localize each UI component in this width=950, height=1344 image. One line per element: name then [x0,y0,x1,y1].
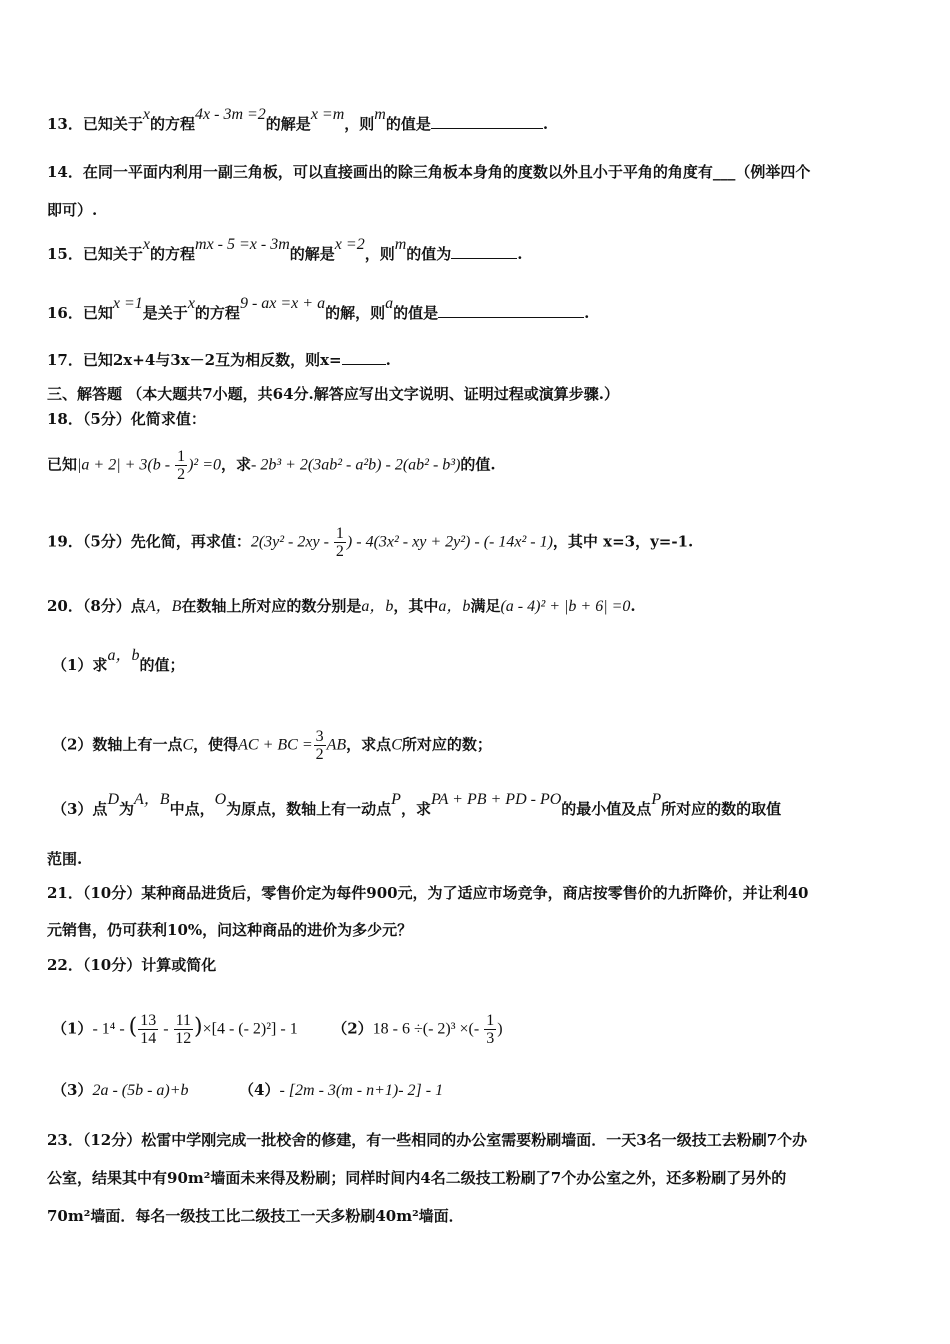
q18-fraction-half [175,448,187,483]
q15-text-4: ，则 [364,245,395,263]
q20-p2-fraction [314,728,326,763]
q16-text-3: 的方程 [194,304,240,322]
q20-p3-text-4: ，求 [400,800,431,818]
q16-answer-blank[interactable] [438,303,584,318]
q15-end: . [517,245,523,263]
q20-p3-points-ab: A，B [134,791,170,808]
q20-p2-equation-b: AB [326,736,347,754]
q21-text-2: 元销售，仍可获利10%，问这种商品的进价为多少元？ [47,921,413,939]
question-23-line-2 [47,1168,906,1188]
q14-number: 14． [47,163,83,181]
question-22-parts-3-4 [52,1080,906,1101]
q20-p2-text-3: 所对应的数； [401,735,492,754]
q15-number: 15． [47,245,83,263]
q16-text-4: 的解，则 [325,304,386,322]
q20-p3-text-2: 中点， [169,800,215,818]
q16-var-a: a [385,295,394,312]
q20-vars-ab-2: a，b [438,598,471,615]
q13-end: . [542,115,549,133]
q22-p1-expression-b: ×[4 - (- 2)²] - 1 [202,1020,298,1038]
q15-equation: mx - 5 =x - 3m [195,236,290,253]
question-21-line-2 [47,920,906,940]
q22-p2-frac-num: 1 [486,1012,495,1029]
question-22-parts-1-2 [52,1012,906,1047]
question-23-line-3 [47,1206,906,1226]
q14-text-1: 在同一平面内利用一副三角板，可以直接画出的除三角板本身角的度数以外且小于平角的角度有___（例举四个 [82,163,811,181]
q20-p2-point-c-2: C [391,736,402,754]
q23-text-3: 70m²墙面．每名一级技工比二级技工一天多粉刷40m²墙面． [47,1207,464,1225]
q22-p2-fraction [484,1012,496,1047]
q20-points-ab: A，B [145,598,182,615]
q19-text-1: ，其中 x=3，y=-1. [552,532,694,551]
q18-condition-a: |a + 2| + 3(b - [77,456,175,474]
q20-p2-point-c: C [182,736,194,754]
q16-equation: 9 - ax =x + a [239,295,326,312]
q13-text-1: 已知关于 [82,115,143,133]
question-18-title [47,409,906,429]
q18-text-2: ，求 [220,455,251,474]
q16-number: 16． [47,304,83,322]
q18-expression: - 2b³ + 2(3ab² - a²b) - 2(ab² - b³) [251,456,461,474]
q19-title: （5分）先化简，再求值： [82,532,251,551]
q17-answer-blank[interactable] [342,350,386,365]
q15-var-x: x [142,236,150,253]
question-14-line-1 [47,162,906,182]
q22-p2-label: （2） [332,1019,373,1038]
question-22-title [47,955,906,975]
q15-solution: x =2 [334,236,365,253]
q22-title: （10分）计算或简化 [82,956,217,974]
q20-p2-frac-den: 2 [315,746,324,763]
q22-p1-f1-num: 13 [140,1012,157,1029]
q20-text-3: 满足 [470,597,501,615]
question-15 [47,236,906,265]
question-21-line-1 [47,883,906,903]
q20-title: （8分）点 [82,597,146,615]
q20-p3-text-7: 范围. [47,850,83,868]
q13-number: 13． [47,115,83,133]
q21-number: 21． [47,884,83,902]
q22-p1-fraction-2 [174,1012,193,1047]
q20-p3-expression: PA + PB + PD - PO [430,791,562,808]
question-19 [47,525,906,560]
q13-var-x: x [142,106,150,123]
q14-text-2: 即可）. [47,201,98,219]
q20-p2-text-2: ，求点 [346,735,392,754]
q20-condition: (a - 4)² + |b + 6| =0 [500,598,631,615]
section-3-text: 三、解答题 （本大题共7小题，共64分.解答应写出文字说明、证明过程或演算步骤.） [47,385,619,403]
question-13 [47,106,906,135]
q15-text-1: 已知关于 [82,245,143,263]
q20-p1-label: （1）求 [52,656,108,674]
question-20 [47,596,906,617]
q13-text-2: 的方程 [150,115,196,133]
q22-p3-label: （3） [52,1081,93,1099]
q16-text-1: 已知 [82,304,113,322]
question-14-line-2 [47,200,906,220]
q20-p1-vars: a，b [107,647,140,664]
q20-text-2: ，其中 [393,597,439,615]
q20-p2-equation-a: AC + BC = [238,736,313,754]
q22-p3-expression: 2a - (5b - a)+b [92,1082,189,1099]
q19-expression-b: ) - 4(3x² - xy + 2y²) - (- 14x² - 1) [346,533,553,551]
q17-text: 已知2x+4与3x－2互为相反数，则x= [82,351,342,369]
q16-solution: x =1 [112,295,143,312]
q16-text-2: 是关于 [142,304,188,322]
q18-number: 18． [47,410,83,428]
q22-p1-minus: - [159,1020,173,1038]
q19-half-den: 2 [335,543,344,560]
q15-answer-blank[interactable] [451,244,517,259]
q21-text-1: （10分）某种商品进货后，零售价定为每件900元，为了适应市场竞争，商店按零售价的九折降价，并让利40 [82,884,809,902]
q13-text-3: 的解是 [265,115,311,133]
q20-p3-origin-o: O [214,791,227,808]
q18-text-3: 的值. [460,455,496,474]
q22-p2-expression-a: 18 - 6 ÷(- 2)³ ×(- [372,1020,484,1038]
q19-number: 19． [47,532,83,551]
q20-p3-text-6: 所对应的数的取值 [661,800,782,818]
q22-p1-f1-den: 14 [140,1030,157,1047]
q13-answer-blank[interactable] [431,114,543,129]
q20-p1-tail: 的值； [139,656,185,674]
q20-p3-point-d: D [107,791,119,808]
q19-fraction-half [334,525,346,560]
q20-p2-frac-num: 3 [315,728,324,745]
q20-p3-label: （3）点 [52,800,108,818]
q17-end: . [385,351,391,369]
q20-vars-ab: a，b [361,598,394,615]
q22-number: 22． [47,956,83,974]
q20-text-1: 在数轴上所对应的数分别是 [181,597,362,615]
q15-text-3: 的解是 [289,245,335,263]
q15-text-2: 的方程 [150,245,196,263]
question-16 [47,295,906,324]
q22-p1-expression-a: - 1⁴ - [92,1020,129,1038]
question-20-part-3-line-2 [47,849,906,869]
q19-expression-a: 2(3y² - 2xy - [250,533,333,551]
q20-p2-label: （2）数轴上有一点 [52,735,183,754]
q23-text-2: 公室，结果其中有90m²墙面未来得及粉刷；同样时间内4名二级技工粉刷了7个办公室之外，还多粉刷了另外的 [47,1169,787,1187]
q20-number: 20． [47,597,83,615]
q16-end: . [584,304,590,322]
q20-p2-text-1: ，使得 [193,735,239,754]
q22-p1-f2-den: 12 [175,1030,192,1047]
q13-text-4: ，则 [344,115,375,133]
q20-p3-text-5: 的最小值及点 [561,800,652,818]
q20-p3-point-p-2: P [651,791,662,808]
q22-p1-f2-num: 11 [175,1012,191,1029]
q13-var-m: m [374,106,386,123]
q13-text-5: 的值是 [385,115,431,133]
q20-p3-text-1: 为 [119,800,135,818]
q22-p1-paren-right: ) [194,1014,203,1040]
q22-p1-paren-left: ( [128,1014,138,1040]
q18-half-num: 1 [177,448,186,465]
q20-p3-text-3: 为原点，数轴上有一动点 [226,800,392,818]
q18-text-1: 已知 [47,455,78,474]
q18-condition-b: )² =0 [188,456,221,474]
q20-p3-point-p: P [391,791,401,808]
question-20-part-3 [52,791,906,820]
q22-p2-frac-den: 3 [486,1030,495,1047]
q23-number: 23． [47,1131,83,1149]
question-20-part-2 [52,728,906,763]
q15-var-m: m [394,236,407,253]
q22-p1-label: （1） [52,1019,93,1038]
q23-text-1: （12分）松雷中学刚完成一批校舍的修建，有一些相同的办公室需要粉刷墙面．一天3名一级技工去粉刷7个办 [82,1131,808,1149]
question-17 [47,350,906,370]
q22-p4-label: （4） [239,1081,280,1099]
q17-number: 17． [47,351,83,369]
q22-p1-fraction-1 [138,1012,158,1047]
q13-equation: 4x - 3m =2 [195,106,266,123]
q19-half-num: 1 [335,525,344,542]
q18-title: （5分）化简求值： [82,410,206,428]
question-18-body [47,448,906,483]
q20-end: . [630,597,636,615]
q16-text-5: 的值是 [393,304,439,322]
question-23-line-1 [47,1130,906,1150]
q22-p4-expression: - [2m - 3(m - n+1)- 2] - 1 [279,1082,444,1099]
q22-p2-expression-b: ) [497,1020,503,1038]
question-20-part-1 [52,647,906,676]
q16-var-x: x [187,295,195,312]
q13-solution: x =m [310,106,345,123]
q18-half-den: 2 [177,466,186,483]
section-3-heading [47,384,906,404]
q15-text-5: 的值为 [406,245,452,263]
